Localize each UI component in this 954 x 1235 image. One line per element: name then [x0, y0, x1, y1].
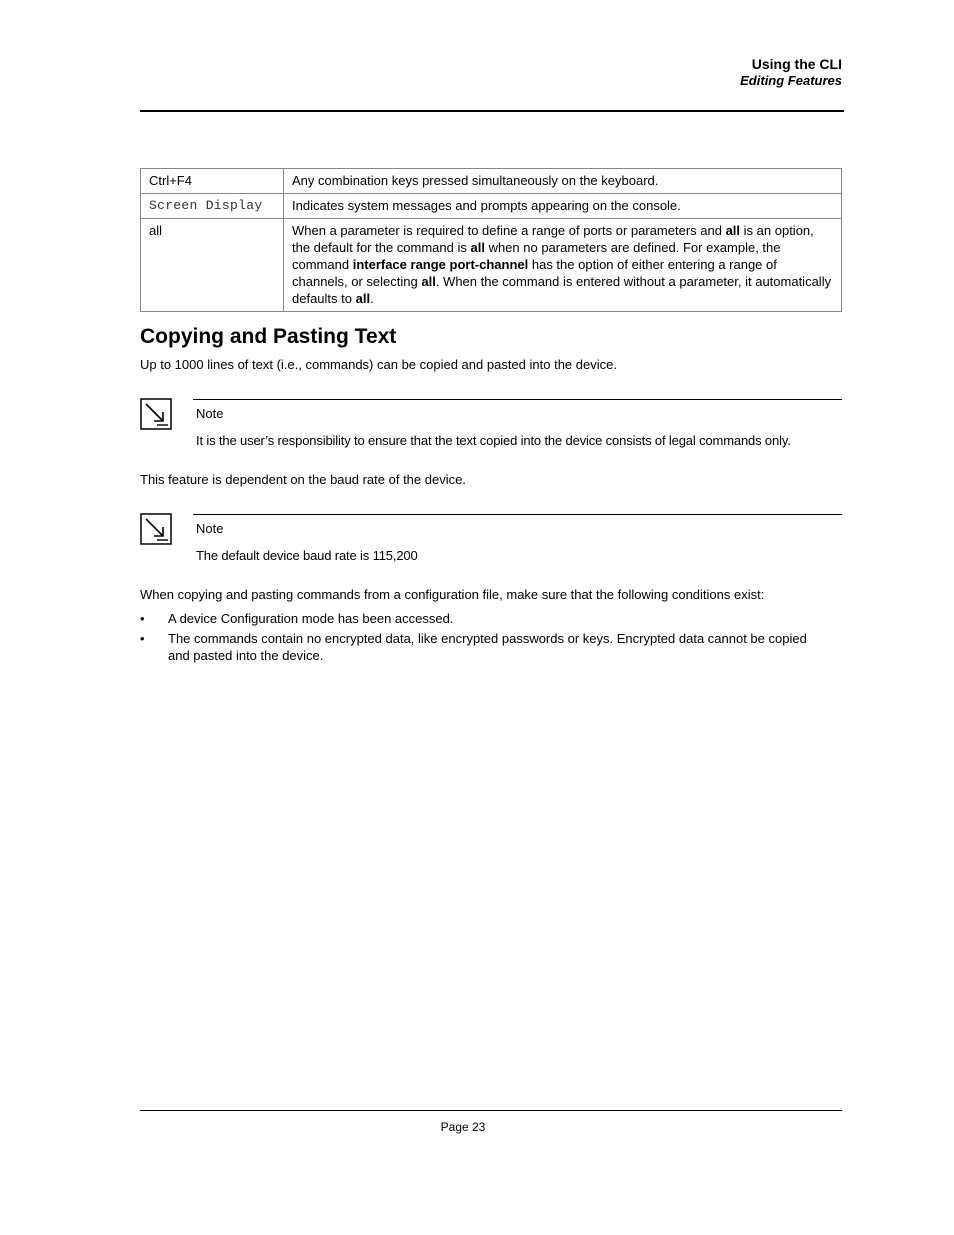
description-text: . [370, 291, 374, 306]
bold-term: all [355, 291, 371, 306]
list-item-text: A device Configuration mode has been accessed. [168, 611, 454, 626]
note-label: Note [196, 406, 224, 421]
list-item [140, 610, 830, 627]
description-text: has the option of either entering a range of channels, or selecting [292, 257, 777, 289]
convention-term: all [141, 219, 284, 312]
bold-term: all [470, 240, 485, 255]
section-title: Editing Features [740, 73, 842, 88]
chapter-title: Using the CLI [751, 56, 842, 72]
description-text: . When the command is entered without a parameter, it automatically defaults to [292, 274, 832, 306]
note-text: The default device baud rate is 115,200 [196, 548, 418, 563]
note-divider [193, 399, 842, 400]
note-arrow-icon [140, 398, 172, 430]
bullet-icon: • [140, 631, 145, 646]
description-text: is an option, the default for the command is [292, 223, 814, 255]
table-row [141, 169, 842, 194]
page-number: Page 23 [440, 1120, 486, 1134]
list-item [140, 630, 830, 664]
table-row [141, 194, 842, 219]
note-text: It is the user’s responsibility to ensure that the text copied into the device consists of legal commands only. [196, 433, 791, 448]
footer-divider [140, 1110, 842, 1111]
bold-term: all [725, 223, 741, 238]
description-text: Indicates system messages and prompts appearing on the console. [292, 198, 681, 213]
baud-paragraph: This feature is dependent on the baud rate of the device. [140, 472, 466, 487]
convention-description [284, 169, 842, 194]
note-arrow-icon [140, 513, 172, 545]
note-divider [193, 514, 842, 515]
intro-paragraph: Up to 1000 lines of text (i.e., commands) can be copied and pasted into the device. [140, 357, 617, 372]
bold-term: interface range port-channel [352, 257, 529, 272]
header-divider [140, 110, 844, 112]
description-text: Any combination keys pressed simultaneously on the keyboard. [292, 173, 659, 188]
description-text: when no parameters are defined. For example, the command [292, 240, 781, 272]
conditions-list [140, 610, 830, 667]
convention-description [284, 219, 842, 312]
conditions-paragraph: When copying and pasting commands from a configuration file, make sure that the following conditions exist: [140, 587, 765, 602]
running-header [740, 55, 842, 89]
note-label: Note [196, 521, 224, 536]
convention-description [284, 194, 842, 219]
conventions-table [140, 168, 842, 312]
list-item-text: The commands contain no encrypted data, like encrypted passwords or keys. Encrypted data cannot be copied and pasted into the device. [168, 631, 807, 663]
bullet-icon: • [140, 611, 145, 626]
bold-term: all [421, 274, 436, 289]
description-text: When a parameter is required to define a range of ports or parameters and [292, 223, 726, 238]
table-row [141, 219, 842, 312]
convention-term: Ctrl+F4 [141, 169, 284, 194]
convention-term: Screen Display [141, 194, 284, 219]
section-heading: Copying and Pasting Text [140, 325, 397, 348]
